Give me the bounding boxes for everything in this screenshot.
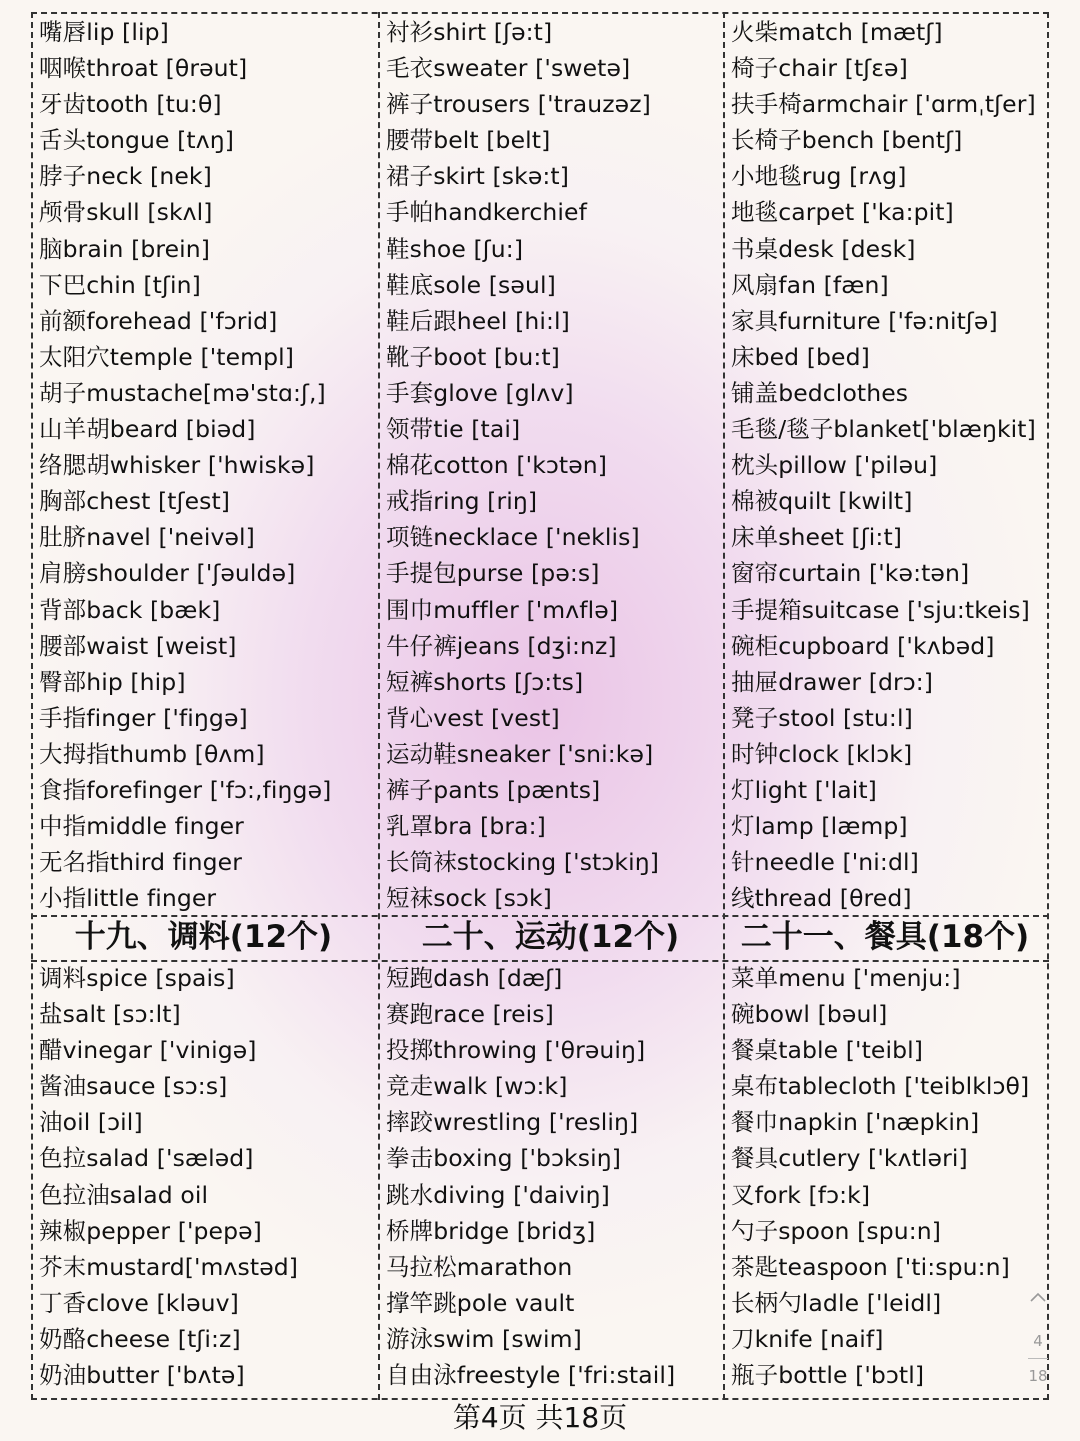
- word-entry: 辣椒pepper ['pepə]: [39, 1216, 262, 1245]
- word-entry: 家具furniture ['fə:nitʃə]: [731, 306, 998, 335]
- word-entry: 络腮胡whisker ['hwiskə]: [39, 451, 315, 480]
- word-entry: 腰带belt [belt]: [386, 126, 551, 155]
- word-entry: 桥牌bridge [bridʒ]: [386, 1216, 596, 1245]
- word-entry: 扶手椅armchair ['ɑrmˌtʃer]: [731, 90, 1036, 119]
- word-entry: 乳罩bra [bra:]: [386, 812, 546, 841]
- word-entry: 肩膀shoulder ['ʃəuldə]: [39, 559, 296, 588]
- word-entry: 餐巾napkin ['næpkin]: [731, 1108, 980, 1137]
- word-entry: 鞋后跟heel [hi:l]: [386, 306, 570, 335]
- word-entry: 灯light ['lait]: [731, 775, 877, 804]
- word-entry: 跳水diving ['daiviŋ]: [386, 1180, 610, 1209]
- word-entry: 胡子mustache[mə'stɑ:ʃ,]: [39, 378, 326, 407]
- column-tableware: [723, 960, 1047, 1393]
- word-entry: 色拉油salad oil: [39, 1180, 209, 1209]
- word-entry: 手指finger ['fiŋgə]: [39, 703, 248, 732]
- word-entry: 碗柜cupboard ['kʌbəd]: [731, 631, 995, 660]
- word-entry: 短跑dash [dæʃ]: [386, 964, 563, 992]
- word-entry: 鞋底sole [səul]: [386, 270, 556, 299]
- word-entry: 摔跤wrestling ['resliŋ]: [386, 1108, 639, 1137]
- word-entry: 灯lamp [læmp]: [731, 812, 908, 841]
- word-entry: 桌布tablecloth ['teiblklɔθ]: [731, 1072, 1030, 1101]
- word-entry: 针needle ['ni:dl]: [731, 848, 919, 877]
- word-entry: 裤子pants [pænts]: [386, 775, 601, 804]
- word-entry: 咽喉throat [θrəut]: [39, 54, 248, 83]
- word-entry: 菜单menu ['menju:]: [731, 964, 961, 992]
- word-entry: 鞋shoe [ʃu:]: [386, 234, 524, 263]
- word-entry: 枕头pillow ['piləu]: [731, 451, 938, 480]
- word-entry: 嘴唇lip [lip]: [39, 18, 169, 46]
- current-page-number: 4: [1033, 1332, 1043, 1350]
- word-entry: 棉花cotton ['kɔtən]: [386, 451, 608, 480]
- word-entry: 棉被quilt [kwilt]: [731, 487, 913, 516]
- word-entry: 项链necklace ['neklis]: [386, 523, 640, 552]
- word-entry: 餐具cutlery ['kʌtləri]: [731, 1144, 968, 1173]
- word-entry: 椅子chair [tʃɛə]: [731, 54, 908, 83]
- column-sports: [378, 960, 723, 1393]
- word-entry: 舌头tongue [tʌŋ]: [39, 126, 234, 155]
- section-title-tableware: 二十一、餐具(18个): [740, 919, 1030, 955]
- word-entry: 刀knife [naif]: [731, 1324, 884, 1353]
- word-entry: 肚脐navel ['neivəl]: [39, 523, 255, 552]
- word-entry: 毛毯/毯子blanket['blæŋkit]: [731, 415, 1036, 444]
- word-entry: 色拉salad ['sæləd]: [39, 1144, 254, 1173]
- word-entry: 餐桌table ['teibl]: [731, 1036, 924, 1065]
- word-entry: 竞走walk [wɔ:k]: [386, 1072, 568, 1101]
- word-entry: 奶酪cheese [tʃi:z]: [39, 1324, 241, 1353]
- word-entry: 瓶子bottle ['bɔtl]: [731, 1361, 925, 1390]
- word-entry: 食指forefinger ['fɔ:,fiŋgə]: [39, 775, 332, 804]
- word-entry: 叉fork [fɔ:k]: [731, 1180, 871, 1209]
- word-entry: 腰部waist [weist]: [39, 631, 237, 660]
- word-entry: 长柄勺ladle ['leidl]: [731, 1288, 942, 1317]
- pager-divider: [1028, 1358, 1048, 1359]
- word-entry: 茶匙teaspoon ['ti:spu:n]: [731, 1252, 1010, 1281]
- word-entry: 酱油sauce [sɔ:s]: [39, 1072, 228, 1101]
- word-entry: 运动鞋sneaker ['sni:kə]: [386, 739, 654, 768]
- word-entry: 前额forehead ['fɔrid]: [39, 306, 278, 335]
- word-entry: 勺子spoon [spu:n]: [731, 1216, 941, 1245]
- page-indicator: 第4页 共18页: [452, 1401, 628, 1434]
- word-entry: 长椅子bench [bentʃ]: [731, 126, 963, 155]
- word-entry: 自由泳freestyle ['fri:stail]: [386, 1361, 676, 1390]
- word-entry: 脑brain [brein]: [39, 234, 211, 263]
- border-right: [1047, 12, 1049, 1400]
- word-entry: 围巾muffler ['mʌflə]: [386, 595, 619, 624]
- word-entry: 铺盖bedclothes: [731, 378, 909, 407]
- word-entry: 脖子neck [nek]: [39, 162, 212, 191]
- section-title-sports: 二十、运动(12个): [421, 919, 680, 955]
- word-entry: 短袜sock [sɔk]: [386, 884, 552, 913]
- word-entry: 手提箱suitcase ['sju:tkeis]: [731, 595, 1030, 624]
- word-entry: 芥末mustard['mʌstəd]: [39, 1252, 299, 1281]
- word-entry: 醋vinegar ['vinigə]: [39, 1036, 257, 1065]
- total-page-number: 18: [1028, 1367, 1048, 1385]
- word-entry: 马拉松marathon: [386, 1252, 573, 1281]
- word-entry: 丁香clove [kləuv]: [39, 1288, 239, 1317]
- word-entry: 盐salt [sɔ:lt]: [39, 1000, 181, 1029]
- word-entry: 胸部chest [tʃest]: [39, 487, 231, 516]
- word-entry: 窗帘curtain ['kə:tən]: [731, 559, 970, 588]
- word-entry: 大拇指thumb [θʌm]: [39, 739, 265, 768]
- word-entry: 小指little finger: [39, 884, 217, 913]
- word-entry: 奶油butter ['bʌtə]: [39, 1361, 245, 1390]
- word-entry: 手套glove [glʌv]: [386, 378, 574, 407]
- word-entry: 无名指third finger: [39, 848, 243, 877]
- word-entry: 火柴match [mætʃ]: [731, 18, 943, 46]
- word-entry: 衬衫shirt [ʃə:t]: [386, 18, 553, 46]
- word-entry: 碗bowl [bəul]: [731, 1000, 888, 1029]
- word-entry: 裙子skirt [skə:t]: [386, 162, 570, 191]
- page-scroller: [1018, 1282, 1058, 1385]
- word-entry: 裤子trousers ['trauzəz]: [386, 90, 651, 119]
- word-entry: 调料spice [spais]: [39, 964, 235, 992]
- section-title-seasonings: 十九、调料(12个): [74, 919, 333, 955]
- word-entry: 领带tie [tai]: [386, 415, 521, 444]
- column-seasonings: [31, 960, 376, 1393]
- word-entry: 戒指ring [riŋ]: [386, 487, 538, 516]
- column-body-parts: [31, 14, 376, 916]
- word-entry: 游泳swim [swim]: [386, 1324, 582, 1353]
- word-entry: 凳子stool [stu:l]: [731, 703, 913, 732]
- word-entry: 小地毯rug [rʌg]: [731, 162, 907, 191]
- word-entry: 线thread [θred]: [731, 884, 912, 913]
- word-entry: 牙齿tooth [tu:θ]: [39, 90, 222, 119]
- word-entry: 毛衣sweater ['swetə]: [386, 54, 631, 83]
- word-entry: 背部back [bæk]: [39, 595, 221, 624]
- word-entry: 手提包purse [pə:s]: [386, 559, 600, 588]
- word-entry: 撑竿跳pole vault: [386, 1288, 575, 1317]
- word-entry: 书桌desk [desk]: [731, 234, 916, 263]
- word-entry: 投掷throwing ['θrəuiŋ]: [386, 1036, 646, 1065]
- word-entry: 抽屉drawer [drɔ:]: [731, 667, 934, 696]
- word-entry: 地毯carpet ['ka:pit]: [731, 198, 954, 227]
- word-entry: 中指middle finger: [39, 812, 244, 841]
- word-list: [31, 14, 376, 916]
- word-entry: 手帕handkerchief: [386, 198, 587, 227]
- word-entry: 床单sheet [ʃi:t]: [731, 523, 903, 552]
- column-clothing: [378, 14, 723, 916]
- word-entry: 短裤shorts [ʃɔ:ts]: [386, 667, 584, 696]
- word-entry: 床bed [bed]: [731, 342, 870, 371]
- word-entry: 时钟clock [klɔk]: [731, 739, 913, 768]
- word-entry: 长筒袜stocking ['stɔkiŋ]: [386, 848, 659, 877]
- column-furniture: [723, 14, 1047, 916]
- word-entry: 太阳穴temple ['templ]: [39, 342, 295, 371]
- word-entry: 油oil [ɔil]: [39, 1108, 143, 1137]
- vocabulary-sheet: [31, 12, 1049, 1400]
- word-entry: 颅骨skull [skʌl]: [39, 198, 213, 227]
- word-entry: 风扇fan [fæn]: [731, 270, 889, 299]
- word-entry: 下巴chin [tʃin]: [39, 270, 201, 299]
- chevron-up-icon[interactable]: [1018, 1282, 1058, 1312]
- word-entry: 赛跑race [reis]: [386, 1000, 554, 1029]
- word-entry: 背心vest [vest]: [386, 703, 560, 732]
- word-entry: 臀部hip [hip]: [39, 667, 186, 696]
- word-entry: 山羊胡beard [biəd]: [39, 415, 256, 444]
- word-entry: 牛仔裤jeans [dʒi:nz]: [386, 631, 617, 660]
- word-entry: 靴子boot [bu:t]: [386, 342, 560, 371]
- word-entry: 拳击boxing ['bɔksiŋ]: [386, 1144, 621, 1173]
